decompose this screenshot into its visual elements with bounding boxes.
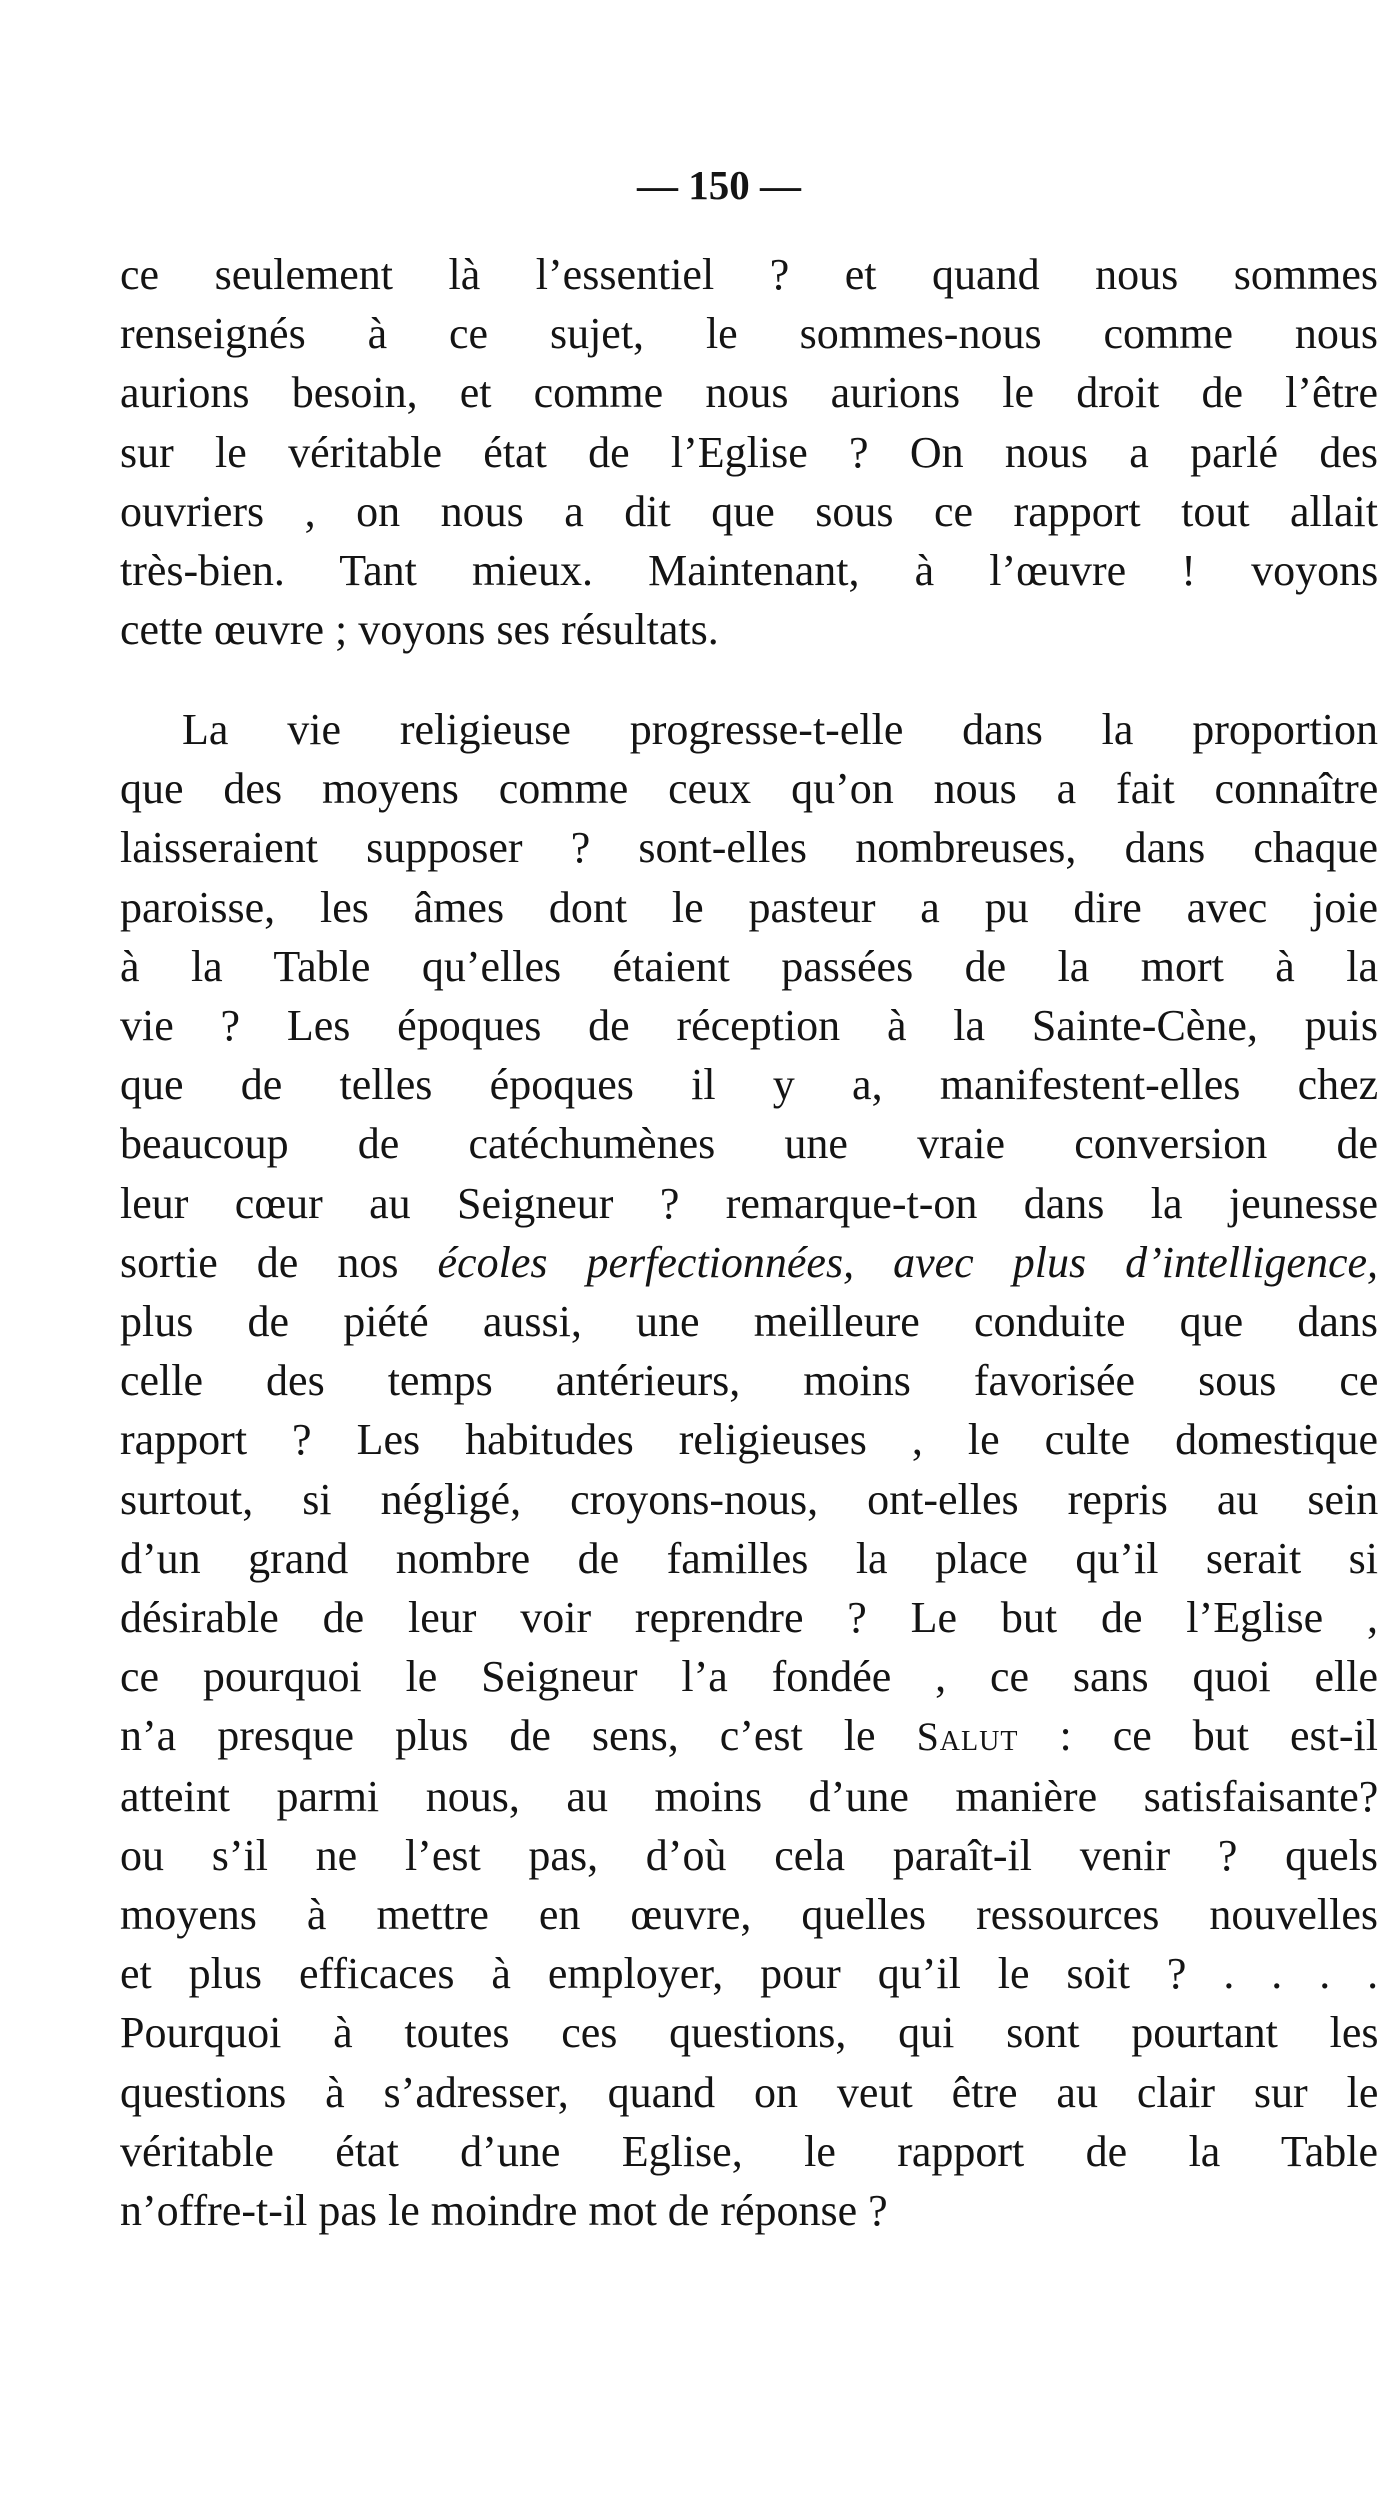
- text-line: très-bien. Tant mieux. Maintenant, à l’œuvre ! voyons: [120, 546, 1379, 596]
- text-line: à la Table qu’elles étaient passées de la mort à la: [120, 941, 1378, 991]
- paragraph-2: [120, 700, 1378, 2240]
- text-segment: : ce but est-il: [1059, 1711, 1379, 1761]
- paragraph-1: [120, 245, 1378, 659]
- text-line: que des moyens comme ceux qu’on nous a fait connaître: [120, 764, 1379, 814]
- text-line: et plus efficaces à employer, pour qu’il le soit ? . . . .: [120, 1949, 1379, 1999]
- text-line: surtout, si négligé, croyons-nous, ont-elles repris au sein: [120, 1474, 1379, 1524]
- text-line: ouvriers , on nous a dit que sous ce rapport tout allait: [120, 486, 1378, 536]
- text-line: d’un grand nombre de familles la place qu’il serait si: [120, 1533, 1378, 1583]
- text-line: atteint parmi nous, au moins d’une manière satisfaisante?: [120, 1771, 1379, 1821]
- text-line: Pourquoi à toutes ces questions, qui sont pourtant les: [120, 2008, 1379, 2058]
- page-number: — 150 —: [637, 162, 801, 208]
- text-line: sur le véritable état de l’Eglise ? On nous a parlé des: [120, 427, 1378, 477]
- text-line: La vie religieuse progresse-t-elle dans la proportion: [182, 705, 1379, 754]
- text-line: laisseraient supposer ? sont-elles nombreuses, dans chaque: [120, 823, 1378, 873]
- text-line: renseignés à ce sujet, le sommes-nous comme nous: [120, 309, 1378, 359]
- text-line: celle des temps antérieurs, moins favorisée sous ce: [120, 1356, 1379, 1406]
- text-segment: n’a presque plus de sens, c’est le: [120, 1711, 876, 1761]
- text-line: [120, 1706, 1378, 1766]
- text-segment: sortie de nos: [120, 1237, 399, 1287]
- text-line: ce seulement là l’essentiel ? et quand nous sommes: [120, 250, 1378, 299]
- smallcaps-segment: Salut: [916, 1714, 1019, 1760]
- text-line: leur cœur au Seigneur ? remarque-t-on dans la jeunesse: [120, 1178, 1378, 1228]
- text-line: ce pourquoi le Seigneur l’a fondée , ce sans quoi elle: [120, 1652, 1378, 1702]
- text-line: questions à s’adresser, quand on veut être au clair sur le: [120, 2067, 1379, 2117]
- text-line: moyens à mettre en œuvre, quelles ressources nouvelles: [120, 1890, 1378, 1940]
- text-line: beaucoup de catéchumènes une vraie conversion de: [120, 1119, 1378, 1169]
- text-line: désirable de leur voir reprendre ? Le but de l’Eglise ,: [120, 1593, 1378, 1643]
- text-line: aurions besoin, et comme nous aurions le droit de l’être: [120, 368, 1378, 418]
- text-line: vie ? Les époques de réception à la Sainte-Cène, puis: [120, 1001, 1378, 1051]
- text-line: n’offre-t-il pas le moindre mot de réponse ?: [120, 2186, 888, 2236]
- text-line: ou s’il ne l’est pas, d’où cela paraît-il venir ? quels: [120, 1830, 1378, 1880]
- text-line: plus de piété aussi, une meilleure conduite que dans: [120, 1297, 1378, 1347]
- text-line: cette œuvre ; voyons ses résultats.: [120, 605, 719, 655]
- text-line: que de telles époques il y a, manifestent-elles chez: [120, 1060, 1379, 1110]
- text-line: véritable état d’une Eglise, le rapport de la Table: [120, 2126, 1378, 2176]
- text-line: [120, 1233, 1378, 1292]
- text-line: rapport ? Les habitudes religieuses , le culte domestique: [120, 1415, 1379, 1465]
- text-line: paroisse, les âmes dont le pasteur a pu dire avec joie: [120, 882, 1379, 932]
- italic-segment: écoles perfectionnées, avec plus d’intelligence,: [437, 1237, 1379, 1287]
